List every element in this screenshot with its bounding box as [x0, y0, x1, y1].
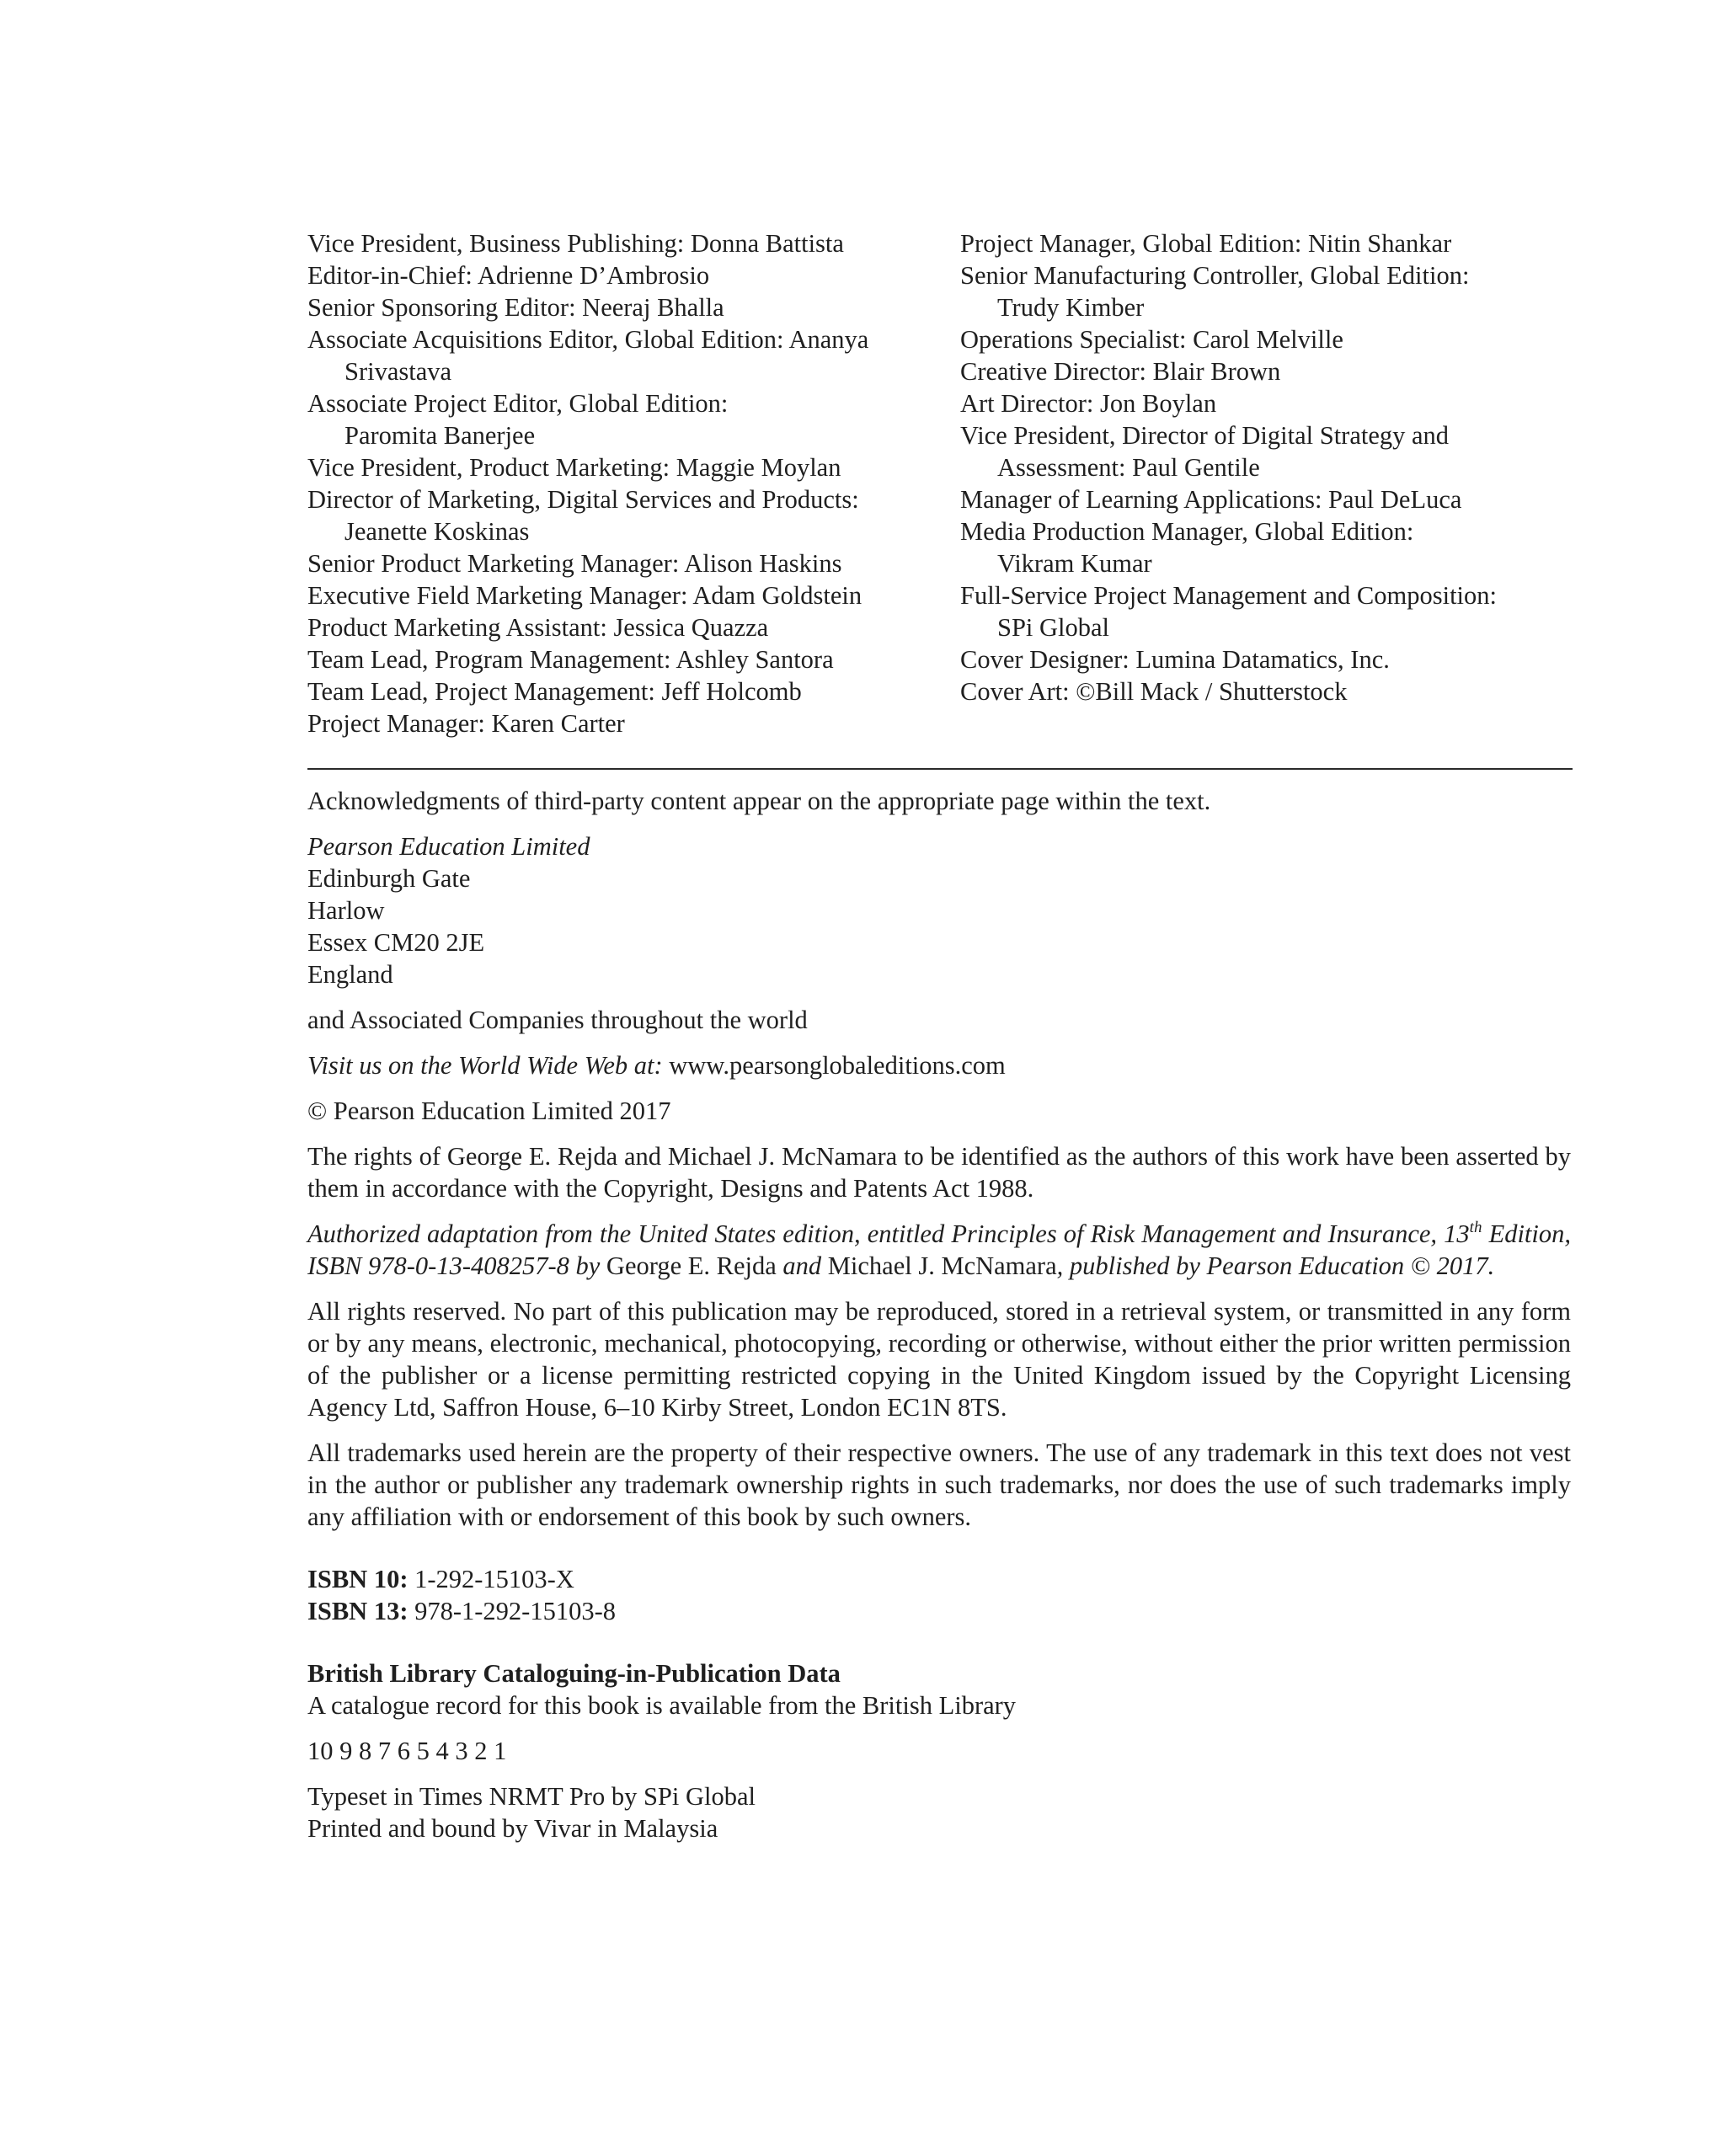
all-rights-paragraph: All rights reserved. No part of this publication may be reproduced, stored in a retrieval system, or transmitted in any form or by any means, electronic, mechanical, photocopying, recording or otherwise, without either the prior written permission of the publisher or a license permitting restricted copying in the United Kingdom issued by the Copyright Licensing Agency Ltd, Saffron House, 6–10 Kirby Street, London EC1N 8TS. — [307, 1297, 1571, 1422]
adaptation-text: Edition, ISBN 978-0-13-408257-8 by — [307, 1219, 1571, 1280]
credit-line: Jeanette Koskinas — [344, 517, 530, 546]
credit-entry — [307, 611, 948, 643]
isbn-10 — [307, 1563, 1571, 1595]
credit-line: Executive Field Marketing Manager: Adam Goldstein — [307, 581, 862, 610]
credit-entry — [307, 387, 948, 451]
adaptation-text: and — [776, 1251, 828, 1280]
copyright-line: © Pearson Education Limited 2017 — [307, 1097, 671, 1125]
credit-line: Director of Marketing, Digital Services and Products: — [307, 485, 859, 514]
credit-entry — [307, 259, 948, 291]
divider-rule — [307, 768, 1573, 770]
credit-entry — [960, 355, 1583, 387]
cip-block — [307, 1657, 1571, 1721]
credit-entry — [307, 483, 948, 547]
printed-line: Printed and bound by Vivar in Malaysia — [307, 1814, 718, 1843]
production-block — [307, 1780, 1571, 1844]
address-line: Harlow — [307, 896, 385, 925]
credit-line: Product Marketing Assistant: Jessica Quazza — [307, 613, 769, 642]
trademarks-paragraph: All trademarks used herein are the property of their respective owners. The use of any trademark in this text does not vest in the author or publisher any trademark ownership rights in such trademarks, nor does the use of such trademarks imply any affiliation with or endorsement of this book by such owners. — [307, 1438, 1571, 1531]
edition-superscript: th — [1469, 1219, 1482, 1236]
credit-line: Manager of Learning Applications: Paul DeLuca — [960, 485, 1462, 514]
credit-entry — [307, 451, 948, 483]
typeset-line: Typeset in Times NRMT Pro by SPi Global — [307, 1782, 756, 1811]
credit-line: Art Director: Jon Boylan — [960, 389, 1217, 418]
credit-line: Cover Art: ©Bill Mack / Shutterstock — [960, 677, 1348, 706]
credit-entry — [307, 707, 948, 739]
isbn-10-label: ISBN 10: — [307, 1565, 409, 1593]
cip-heading: British Library Cataloguing-in-Publication Data — [307, 1659, 841, 1688]
credit-line: Trudy Kimber — [997, 293, 1145, 322]
credit-line: Paromita Banerjee — [344, 421, 536, 450]
website-line — [307, 1049, 1571, 1081]
copyright-page — [307, 227, 1571, 1843]
credit-line: Senior Product Marketing Manager: Alison Haskins — [307, 549, 842, 578]
address-line: Essex CM20 2JE — [307, 928, 485, 957]
isbn-block — [307, 1563, 1571, 1627]
credit-entry — [307, 675, 948, 707]
credit-entry — [307, 579, 948, 611]
author-name: George E. Rejda — [606, 1251, 777, 1280]
credit-line: Operations Specialist: Carol Melville — [960, 325, 1343, 354]
credit-entry — [960, 323, 1583, 355]
credit-line: Media Production Manager, Global Edition: — [960, 517, 1414, 546]
acknowledgments-note: Acknowledgments of third-party content appear on the appropriate page within the text. — [307, 787, 1211, 815]
website-label: Visit us on the World Wide Web at: — [307, 1051, 663, 1080]
credit-line: Project Manager: Karen Carter — [307, 709, 625, 738]
credit-entry — [307, 291, 948, 323]
credit-entry — [960, 579, 1583, 643]
credit-line: Assessment: Paul Gentile — [997, 453, 1260, 482]
publisher-name: Pearson Education Limited — [307, 832, 590, 861]
credit-entry — [960, 387, 1583, 419]
credits-left-column — [307, 227, 948, 739]
isbn-10-value: 1-292-15103-X — [408, 1565, 574, 1593]
credit-line: Associate Project Editor, Global Edition: — [307, 389, 729, 418]
credit-line: Team Lead, Project Management: Jeff Holcomb — [307, 677, 802, 706]
credit-line: SPi Global — [997, 613, 1110, 642]
isbn-13-value: 978-1-292-15103-8 — [408, 1597, 616, 1625]
publisher-address — [307, 830, 1571, 990]
isbn-13 — [307, 1595, 1571, 1627]
adaptation-text: , published by Pearson Education © 2017. — [1056, 1251, 1495, 1280]
credit-entry — [307, 643, 948, 675]
credit-line: Vice President, Director of Digital Strategy and — [960, 421, 1450, 450]
credit-line: Senior Sponsoring Editor: Neeraj Bhalla — [307, 293, 724, 322]
isbn-13-label: ISBN 13: — [307, 1597, 409, 1625]
credit-entry — [960, 515, 1583, 579]
adaptation-text: Authorized adaptation from the United States edition, entitled Principles of Risk Management and Insurance, 13 — [307, 1219, 1470, 1248]
credits-section — [307, 227, 1571, 738]
credit-line: Srivastava — [344, 357, 452, 386]
cip-text: A catalogue record for this book is available from the British Library — [307, 1691, 1017, 1720]
credit-entry — [960, 675, 1583, 707]
credit-entry — [307, 227, 948, 259]
website-url: www.pearsonglobaleditions.com — [662, 1051, 1006, 1080]
associated-companies: and Associated Companies throughout the world — [307, 1006, 808, 1034]
credit-entry — [960, 227, 1583, 259]
credits-right-column — [960, 227, 1583, 707]
credit-line: Vice President, Product Marketing: Maggie Moylan — [307, 453, 841, 482]
credit-entry — [960, 483, 1583, 515]
credit-entry — [960, 643, 1583, 675]
credit-line: Vikram Kumar — [997, 549, 1152, 578]
credit-line: Project Manager, Global Edition: Nitin Shankar — [960, 229, 1452, 258]
credit-entry — [307, 323, 948, 387]
address-line: Edinburgh Gate — [307, 864, 471, 893]
credit-line: Associate Acquisitions Editor, Global Edition: Ananya — [307, 325, 869, 354]
adaptation-paragraph — [307, 1218, 1571, 1282]
author-name: Michael J. McNamara — [827, 1251, 1057, 1280]
credit-line: Full-Service Project Management and Composition: — [960, 581, 1498, 610]
credit-line: Cover Designer: Lumina Datamatics, Inc. — [960, 645, 1390, 674]
credit-line: Creative Director: Blair Brown — [960, 357, 1281, 386]
print-line: 10 9 8 7 6 5 4 3 2 1 — [307, 1737, 507, 1765]
copyright-notice — [307, 785, 1571, 1844]
rights-paragraph: The rights of George E. Rejda and Michael J. McNamara to be identified as the authors of this work have been asserted by them in accordance with the Copyright, Designs and Patents Act 1988. — [307, 1142, 1571, 1203]
credit-entry — [960, 259, 1583, 323]
credit-entry — [960, 419, 1583, 483]
credit-line: Editor-in-Chief: Adrienne D’Ambrosio — [307, 261, 710, 290]
address-line: England — [307, 960, 393, 989]
credit-line: Senior Manufacturing Controller, Global Edition: — [960, 261, 1470, 290]
credit-line: Vice President, Business Publishing: Donna Battista — [307, 229, 844, 258]
credit-entry — [307, 547, 948, 579]
credit-line: Team Lead, Program Management: Ashley Santora — [307, 645, 834, 674]
